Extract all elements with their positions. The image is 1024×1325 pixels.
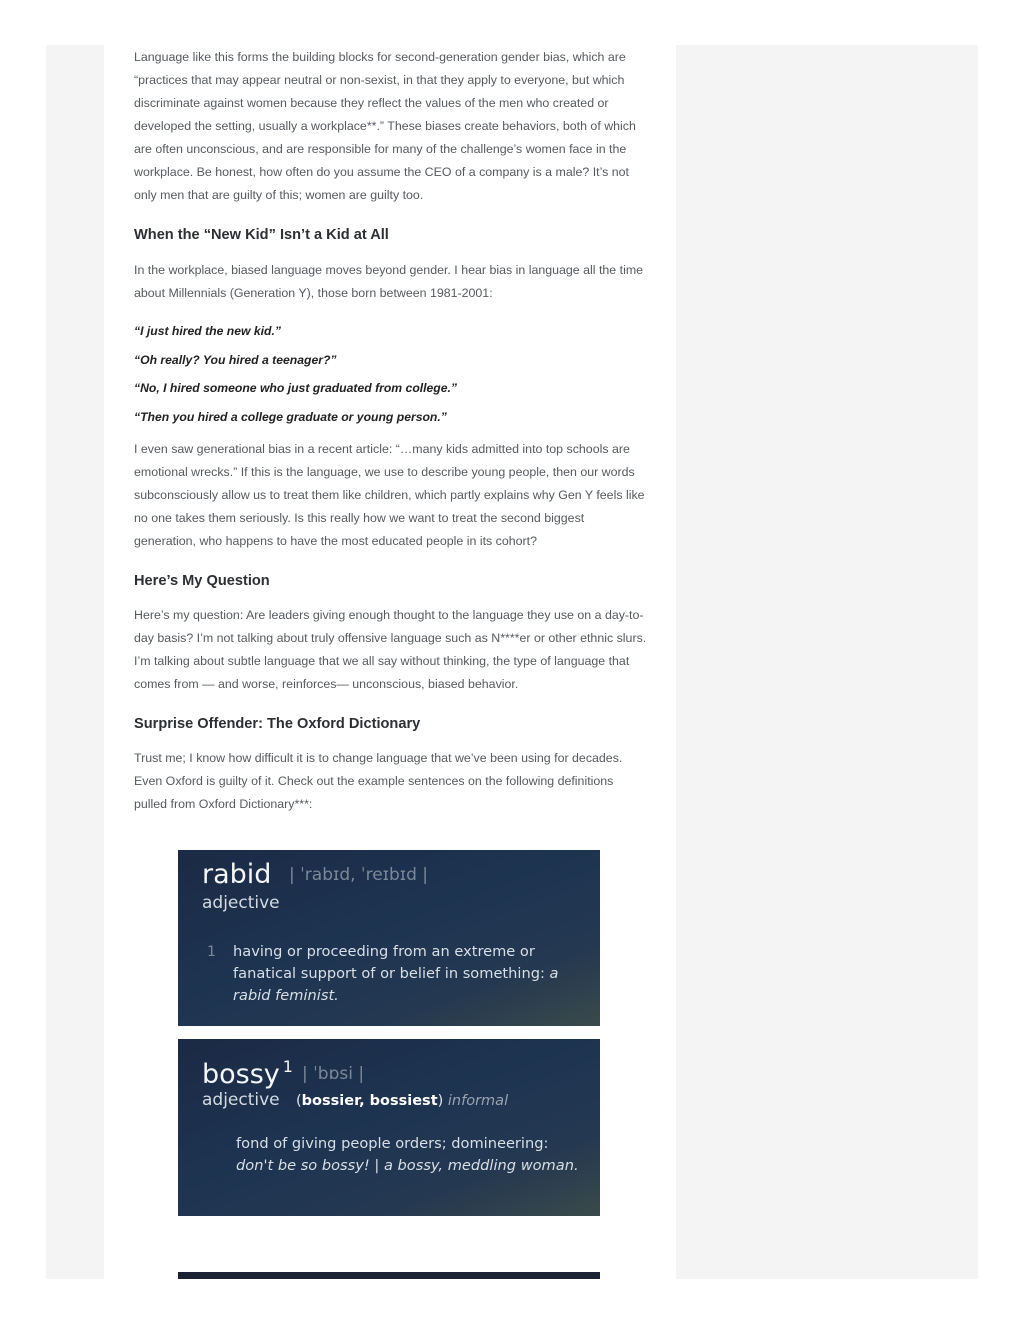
article-column: [104, 45, 676, 1279]
dictionary-sense-number: 1: [207, 944, 216, 960]
dictionary-superscript: 1: [282, 1057, 293, 1076]
heading-new-kid: When the “New Kid” Isn’t a Kid at All: [134, 227, 389, 243]
quote-line: “I just hired the new kid.”: [134, 324, 281, 338]
dictionary-part-of-speech: adjective: [202, 1090, 280, 1110]
paragraph-my-question: Here’s my question: Are leaders giving enough thought to the language they use on a day-to-day basis? I’m not talking about truly offensive language such as N****er or other ethnic slurs. I’m talking about subtle language that we all say without thinking, the type of language that comes from — and worse, reinforces— unconscious, biased behavior.: [134, 608, 647, 691]
definition-example: don't be so bossy! | a bossy, meddling woman.: [236, 1157, 579, 1174]
definition-example: a rabid feminist.: [233, 965, 559, 1004]
dictionary-pronunciation: | ˈbɒsi |: [302, 1064, 365, 1084]
quote-line: “No, I hired someone who just graduated from college.”: [134, 381, 458, 395]
dictionary-word: bossy $^1$: [202, 1057, 293, 1090]
quote-line: “Then you hired a college graduate or young person.”: [134, 410, 447, 424]
paragraph-gender-bias: Language like this forms the building blocks for second-generation gender bias, which are “practices that may appear neutral or non-sexist, in that they apply to everyone, but which discriminate against women because they reflect the values of the men who created or developed the setting, usually a workplace**.” These biases create behaviors, both of which are often unconscious, and are responsible for many of the challenge’s women face in the workplace. Be honest, how often do you assume the CEO of a company is a male? It’s not only men that are guilty of this; women are guilty too.: [134, 50, 636, 202]
paragraph-generational-bias: In the workplace, biased language moves beyond gender. I hear bias in language all the time about Millennials (Generation Y), those born between 1981-2001:: [134, 263, 644, 300]
heading-oxford: Surprise Offender: The Oxford Dictionary: [134, 716, 421, 732]
dictionary-card-bossy: [178, 1039, 600, 1216]
heading-my-question: Here’s My Question: [134, 573, 270, 589]
paragraph-generational-article: I even saw generational bias in a recent article: “…many kids admitted into top schools are emotional wrecks.” If this is the language, we use to describe young people, then our words subconsciously allow us to treat them like children, which partly explains why Gen Y feels like no one takes them seriously. Is this really how we want to treat the second biggest generation, who happens to have the most educated people in its cohort?: [134, 442, 645, 548]
quote-line: “Oh really? You hired a teenager?”: [134, 353, 337, 367]
dictionary-part-of-speech: adjective: [202, 893, 280, 913]
paragraph-oxford: Trust me; I know how difficult it is to change language that we’ve been using for decades. Even Oxford is guilty of it. Check out the example sentences on the following definitions pulled from Oxford Dictionary***:: [134, 751, 623, 811]
definition-text: fond of giving people orders; domineering:: [236, 1135, 549, 1152]
dictionary-inflections: (bossier, bossiest) informal: [296, 1093, 509, 1109]
dictionary-card-rabid: [178, 850, 600, 1026]
dictionary-register: informal: [447, 1093, 509, 1109]
dictionary-card-partial: [178, 1272, 600, 1279]
dictionary-definition: [236, 1133, 586, 1177]
dictionary-pronunciation: | ˈrabɪd, ˈreɪbɪd |: [289, 865, 429, 885]
dictionary-word: rabid: [202, 859, 272, 890]
definition-text: having or proceeding from an extreme or fanatical support of or belief in something:: [233, 943, 545, 982]
dictionary-definition: [233, 941, 563, 1007]
